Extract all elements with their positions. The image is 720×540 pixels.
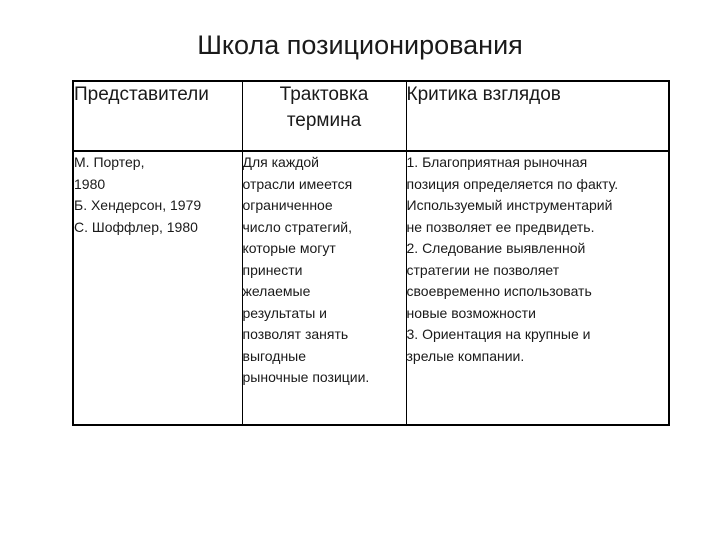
table-header-row (73, 81, 669, 151)
header-criticism-label: Критика взглядов (406, 84, 561, 105)
header-criticism (406, 81, 669, 151)
positioning-school-table (72, 80, 670, 426)
cell-interpretation: Для каждой отрасли имеется ограниченное число стратегий, которые могут принести желаемые результаты и позволят занять выгодные рыночные позиции. (242, 151, 406, 425)
header-representatives (73, 81, 242, 151)
slide-title: Школа позиционирования (197, 30, 523, 60)
header-interpretation (242, 81, 406, 151)
cell-representatives: М. Портер, 1980 Б. Хендерсон, 1979 С. Шоффлер, 1980 (73, 151, 242, 425)
header-representatives-label: Представители (74, 84, 209, 105)
table-row (73, 151, 669, 425)
header-interpretation-label: Трактовка термина (279, 84, 369, 131)
cell-criticism: 1. Благоприятная рыночная позиция определяется по факту. Используемый инструментарий не позволяет ее предвидеть. 2. Следование выявленной стратегии не позволяет своевременно использовать новые возможности 3. Ориентация на крупные и зрелые компании. (406, 151, 669, 425)
